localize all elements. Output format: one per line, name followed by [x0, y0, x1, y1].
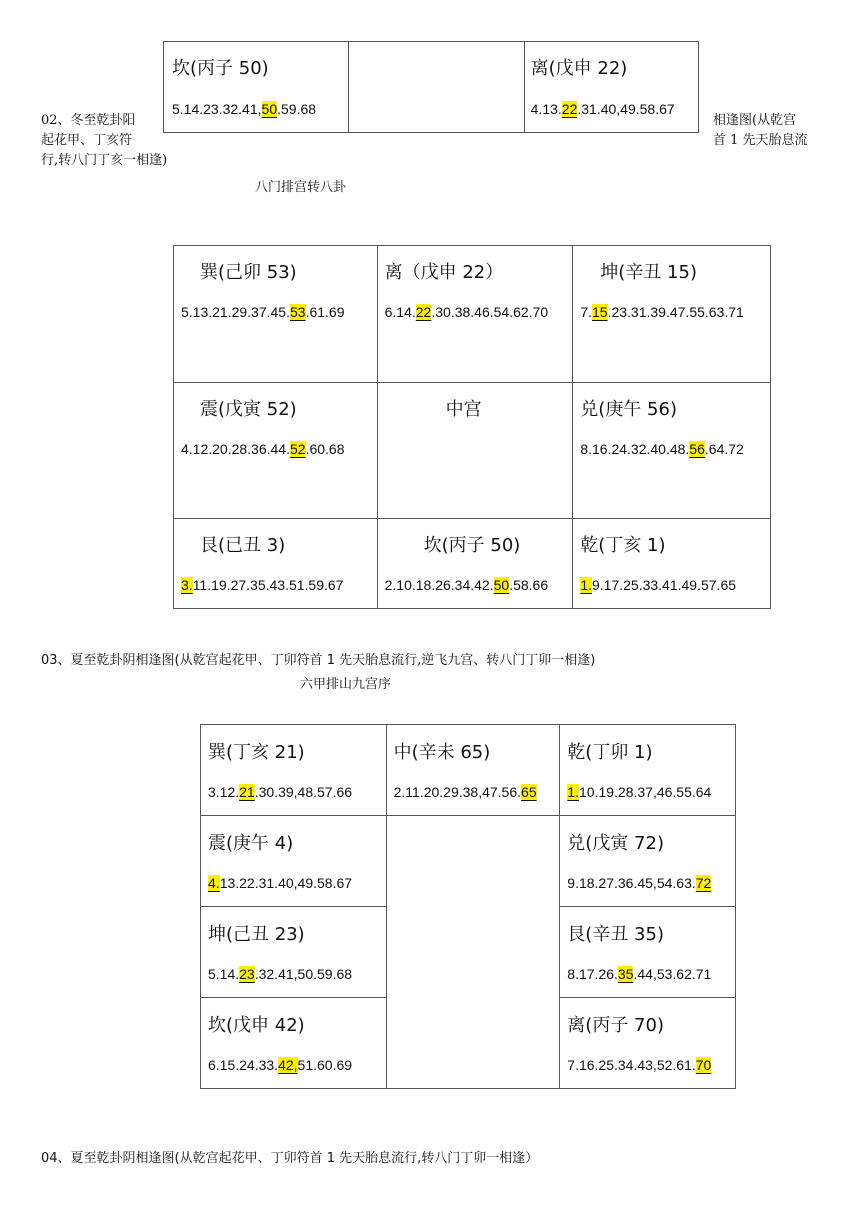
palace-numbers: 5.14.23.32.41,50.59.68: [208, 966, 353, 982]
palace-title: 巽(己卯 53): [200, 262, 297, 283]
highlighted-number: 52: [290, 441, 306, 457]
palace-title: 坤(辛丑 15): [600, 262, 697, 283]
palace-cell-zhen: [201, 816, 387, 907]
palace-cell-dui: [573, 383, 771, 519]
highlighted-number: 15: [592, 304, 608, 320]
palace-title: 兑(戊寅 72): [567, 833, 664, 854]
highlighted-number: 65: [521, 784, 537, 800]
section03-heading: 03、夏至乾卦阴相逢图(从乾宫起花甲、丁卯符首 1 先天胎息流行,逆飞九宫、转八门丁卯一相逢): [41, 653, 596, 668]
palace-title: 乾(丁卯 1): [567, 742, 653, 763]
highlighted-number: 23: [239, 966, 255, 982]
palace-title: 中宫: [445, 399, 482, 420]
palace-numbers: 5.13.21.29.37.45.53.61.69: [181, 304, 345, 320]
palace-cell-kan: [201, 998, 387, 1089]
palace-title: 巽(丁亥 21): [208, 742, 305, 763]
palace-title: 兑(庚午 56): [580, 399, 677, 420]
highlighted-number: 35: [617, 966, 634, 982]
palace-numbers: 4.12.20.28.36.44.52.60.68: [181, 441, 345, 457]
palace-cell-kun: [201, 907, 387, 998]
palace-numbers: 7.16.25.34.43,52.61.70: [567, 1057, 712, 1073]
highlighted-number: 72: [695, 875, 712, 891]
palace-cell-zhen: [174, 383, 378, 519]
section04-heading: 04、夏至乾卦阴相逢图(从乾宫起花甲、丁卯符首 1 先天胎息流行,转八门丁卯一相逢）: [41, 1151, 539, 1166]
palace-cell-li: [560, 998, 736, 1089]
palace-cell-qian: [560, 725, 736, 816]
highlighted-number: 1.: [567, 784, 579, 800]
palace-title: 艮(已丑 3): [200, 535, 286, 556]
section03-subtitle: 六甲排山九宫序: [300, 677, 392, 692]
palace-title: 震(戊寅 52): [200, 399, 297, 420]
palace-title: 离(戊申 22): [530, 58, 628, 79]
palace-cell-li: [524, 42, 698, 133]
palace-title: 坎(丙子 50): [172, 58, 269, 79]
palace-cell-center: [377, 383, 573, 519]
palace-numbers: 3.12.21.30.39,48.57.66: [208, 784, 353, 800]
palace-numbers: 7.15.23.31.39.47.55.63.71: [580, 304, 744, 320]
palace-numbers: 1.9.17.25.33.41.49.57.65: [580, 577, 737, 593]
palace-title: 艮(辛丑 35): [567, 924, 664, 945]
palace-numbers: 8.16.24.32.40.48.56.64.72: [580, 441, 744, 457]
palace-numbers: 6.15.24.33.42,51.60.69: [208, 1057, 353, 1073]
palace-numbers: 6.14.22.30.38.46.54.62.70: [384, 304, 549, 320]
palace-numbers: 1.10.19.28.37,46.55.64: [567, 784, 712, 800]
palace-title: 震(庚午 4): [208, 833, 294, 854]
section02-heading-left: 02、冬至乾卦阳 起花甲、丁亥符 行,转八门丁亥一相逢): [41, 113, 168, 168]
palace-cell-middle-empty: [386, 816, 560, 1089]
highlighted-number: 56: [689, 441, 705, 457]
highlighted-number: 50: [261, 101, 278, 117]
palace-numbers: 5.14.23.32.41,50.59.68: [172, 101, 317, 117]
palace-cell-xun: [201, 725, 387, 816]
grid02-nine-palace: [173, 245, 771, 609]
palace-cell-kun: [573, 246, 771, 383]
highlighted-number: 1.: [580, 577, 592, 593]
section02-subtitle: 八门排宫转八卦: [255, 180, 347, 195]
highlighted-number: 22: [561, 101, 578, 117]
top-palace-table: [163, 41, 699, 133]
highlighted-number: 21: [239, 784, 255, 800]
highlighted-number: 42,: [278, 1057, 298, 1073]
palace-title: 离(丙子 70): [567, 1015, 664, 1036]
palace-numbers: 3.11.19.27.35.43.51.59.67: [181, 577, 344, 593]
highlighted-number: 70: [695, 1057, 712, 1073]
palace-numbers: 9.18.27.36.45,54.63.72: [567, 875, 712, 891]
palace-numbers: 2.10.18.26.34.42.50.58.66: [384, 577, 549, 593]
grid03-nine-palace: [200, 724, 736, 1089]
highlighted-number: 50: [493, 577, 510, 593]
palace-cell-empty: [349, 42, 524, 133]
highlighted-number: 3.: [181, 577, 193, 593]
palace-title: 中(辛未 65): [393, 742, 491, 763]
palace-cell-kan: [377, 519, 573, 609]
palace-numbers: 2.11.20.29.38,47.56.65: [393, 784, 537, 800]
palace-title: 乾(丁亥 1): [580, 535, 666, 556]
highlighted-number: 22: [415, 304, 432, 320]
palace-numbers: 4.13.22.31.40,49.58.67: [530, 101, 675, 117]
highlighted-number: 4.: [208, 875, 220, 891]
palace-title: 坎(戊申 42): [208, 1015, 305, 1036]
highlighted-number: 53: [290, 304, 306, 320]
palace-cell-center: [386, 725, 560, 816]
section02-heading-right: 相逢图(从乾宫 首 1 先天胎息流: [713, 113, 808, 148]
palace-cell-li: [377, 246, 573, 383]
palace-cell-dui: [560, 816, 736, 907]
palace-cell-qian: [573, 519, 771, 609]
palace-title: 坤(己丑 23): [208, 924, 305, 945]
palace-numbers: 8.17.26.35.44,53.62.71: [567, 966, 712, 982]
palace-cell-xun: [174, 246, 378, 383]
palace-cell-kan: [164, 42, 349, 133]
palace-title: 坎(丙子 50): [423, 535, 521, 556]
palace-cell-gen: [560, 907, 736, 998]
palace-cell-gen: [174, 519, 378, 609]
palace-title: 离（戊申 22）: [384, 262, 504, 283]
palace-numbers: 4.13.22.31.40,49.58.67: [208, 875, 353, 891]
